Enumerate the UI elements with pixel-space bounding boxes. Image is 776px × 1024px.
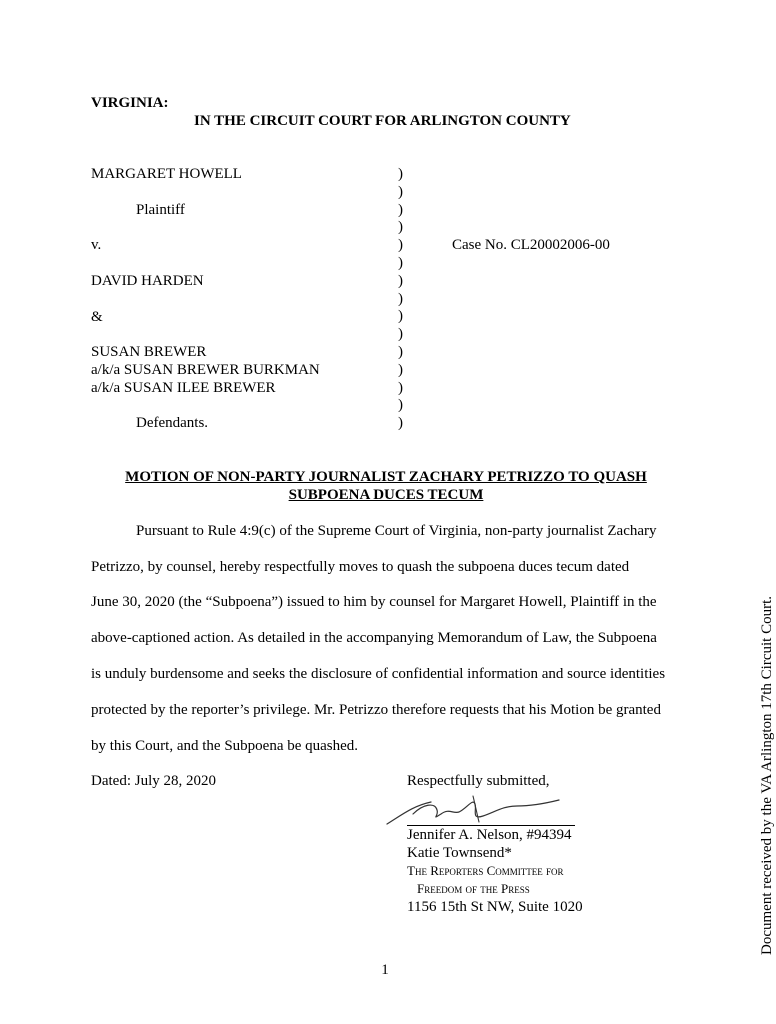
motion-title-line-1: MOTION OF NON-PARTY JOURNALIST ZACHARY PETRIZZO TO QUASH — [125, 469, 647, 485]
caption-parentheses — [398, 165, 410, 432]
court-heading: IN THE CIRCUIT COURT FOR ARLINGTON COUNTY — [194, 113, 571, 129]
attorney-name: Jennifer A. Nelson, #94394 — [407, 827, 572, 843]
body-line-7: by this Court, and the Subpoena be quashed. — [91, 738, 359, 754]
plaintiff-name: MARGARET HOWELL — [91, 166, 242, 182]
versus-text: v. — [91, 237, 102, 253]
paren: ) — [398, 237, 403, 254]
attorney-name-2: Katie Townsend* — [407, 845, 512, 861]
paren: ) — [398, 183, 403, 200]
organization-line-1: The Reporters Committee for — [407, 863, 564, 878]
case-number: Case No. CL20002006-00 — [452, 237, 610, 253]
plaintiff-label: Plaintiff — [136, 202, 185, 218]
paren: ) — [398, 379, 403, 396]
paren: ) — [398, 415, 403, 432]
closing-text: Respectfully submitted, — [407, 773, 550, 789]
ampersand-text: & — [91, 309, 103, 325]
body-line-5: is unduly burdensome and seeks the disclosure of confidential information and source identities — [91, 666, 666, 682]
state-heading: VIRGINIA: — [91, 95, 169, 111]
paren: ) — [398, 166, 403, 182]
paren: ) — [398, 219, 403, 236]
paren: ) — [398, 254, 403, 271]
body-line-3: June 30, 2020 (the “Subpoena”) issued to him by counsel for Margaret Howell, Plaintiff in the — [91, 594, 657, 610]
body-line-6: protected by the reporter’s privilege. Mr. Petrizzo therefore requests that his Motion be granted — [91, 702, 661, 718]
aka-line-1: a/k/a SUSAN BREWER BURKMAN — [91, 362, 320, 378]
body-line-4: above-captioned action. As detailed in the accompanying Memorandum of Law, the Subpoena — [91, 630, 657, 646]
body-line-1: Pursuant to Rule 4:9(c) of the Supreme Court of Virginia, non-party journalist Zachary — [136, 523, 657, 539]
paren: ) — [398, 343, 403, 360]
page-number: 1 — [381, 962, 389, 978]
paren: ) — [398, 290, 403, 307]
defendant-brewer: SUSAN BREWER — [91, 344, 207, 360]
defendant-harden: DAVID HARDEN — [91, 273, 204, 289]
motion-title-line-2: SUBPOENA DUCES TECUM — [288, 487, 484, 503]
defendants-label: Defendants. — [136, 415, 209, 431]
date-line: Dated: July 28, 2020 — [91, 773, 216, 789]
signature-block — [407, 826, 583, 916]
aka-line-2: a/k/a SUSAN ILEE BREWER — [91, 380, 276, 396]
paren: ) — [398, 361, 403, 378]
paren: ) — [398, 272, 403, 289]
paren: ) — [398, 201, 403, 218]
paren: ) — [398, 326, 403, 343]
filing-stamp: Document received by the VA Arlington 17th Circuit Court. — [759, 596, 775, 955]
body-line-2: Petrizzo, by counsel, hereby respectfully moves to quash the subpoena duces tecum dated — [91, 559, 630, 575]
paren: ) — [398, 308, 403, 325]
motion-title — [90, 468, 682, 504]
paren: ) — [398, 397, 403, 414]
address-line: 1156 15th St NW, Suite 1020 — [407, 899, 583, 915]
organization-line-2: Freedom of the Press — [417, 881, 530, 896]
